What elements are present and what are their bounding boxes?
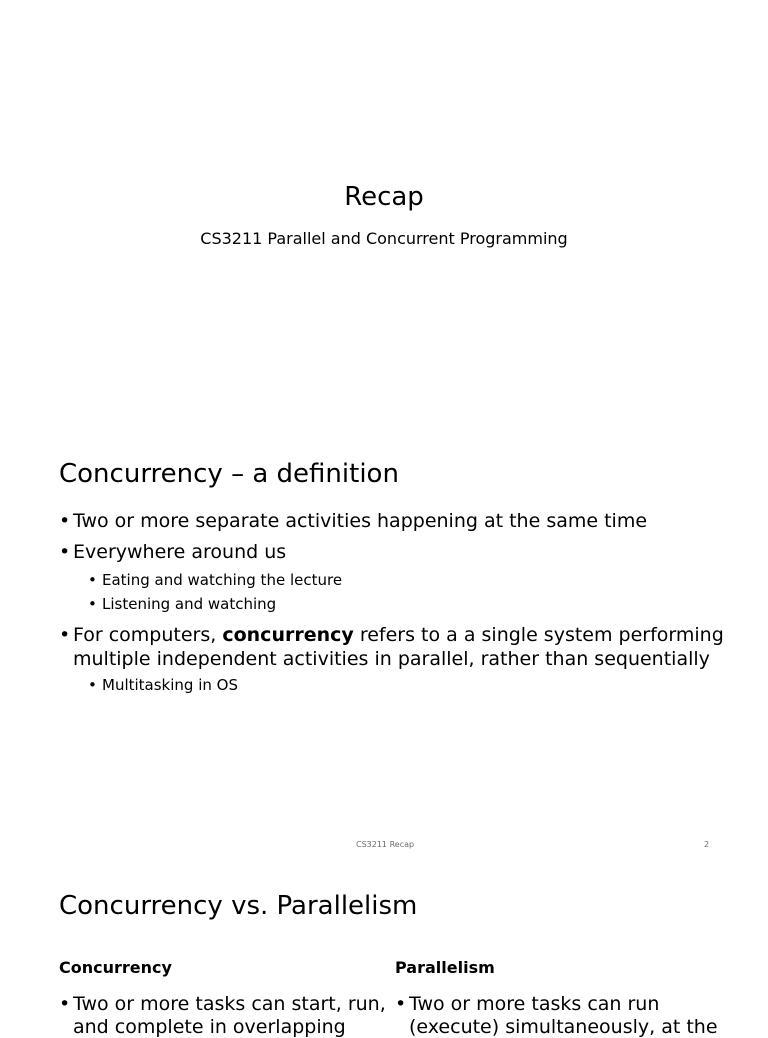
sub-bullet-item: [88, 676, 238, 694]
bullet-continuation: multiple independent activities in parallel, rather than sequentially: [73, 648, 710, 670]
bullet-text: Two or more tasks can run: [409, 993, 660, 1015]
slide-subtitle: CS3211 Parallel and Concurrent Programming: [200, 229, 568, 248]
column-heading-concurrency: Concurrency: [59, 958, 172, 977]
bullet-continuation: (execute) simultaneously, at the: [409, 1016, 718, 1038]
bullet-item: [59, 993, 386, 1015]
slide-heading: Concurrency – a definition: [59, 459, 399, 489]
bullet-item: [59, 624, 724, 646]
bullet-dot-icon: •: [88, 571, 97, 589]
sub-bullet-text: Multitasking in OS: [102, 676, 238, 694]
bullet-dot-icon: •: [59, 510, 71, 532]
bullet-text: Two or more tasks can start, run,: [73, 993, 386, 1015]
bullet-text: Two or more separate activities happening at the same time: [73, 510, 648, 532]
slide-footer: CS3211 Recap: [356, 840, 415, 849]
bullet-dot-icon: •: [59, 993, 71, 1015]
bullet-text-suffix: refers to a a single system performing: [353, 624, 724, 646]
bullet-text-bold: concurrency: [222, 624, 354, 646]
bullet-dot-icon: •: [59, 624, 71, 646]
slide-title: Recap: [344, 182, 424, 212]
bullet-dot-icon: •: [59, 541, 71, 563]
bullet-item: [59, 541, 286, 563]
sub-bullet-text: Listening and watching: [102, 595, 277, 613]
bullet-dot-icon: •: [88, 676, 97, 694]
column-heading-parallelism: Parallelism: [395, 958, 495, 977]
slide-heading: Concurrency vs. Parallelism: [59, 891, 418, 921]
bullet-item: [395, 993, 659, 1015]
slide-number: 2: [704, 840, 710, 849]
bullet-dot-icon: •: [395, 993, 407, 1015]
bullet-text-prefix: For computers,: [73, 624, 223, 646]
bullet-text: Everywhere around us: [73, 541, 287, 563]
sub-bullet-text: Eating and watching the lecture: [102, 571, 343, 589]
bullet-continuation: and complete in overlapping: [73, 1016, 346, 1038]
bullet-dot-icon: •: [88, 595, 97, 613]
sub-bullet-item: [88, 571, 342, 589]
bullet-item: [59, 510, 647, 532]
sub-bullet-item: [88, 595, 276, 613]
